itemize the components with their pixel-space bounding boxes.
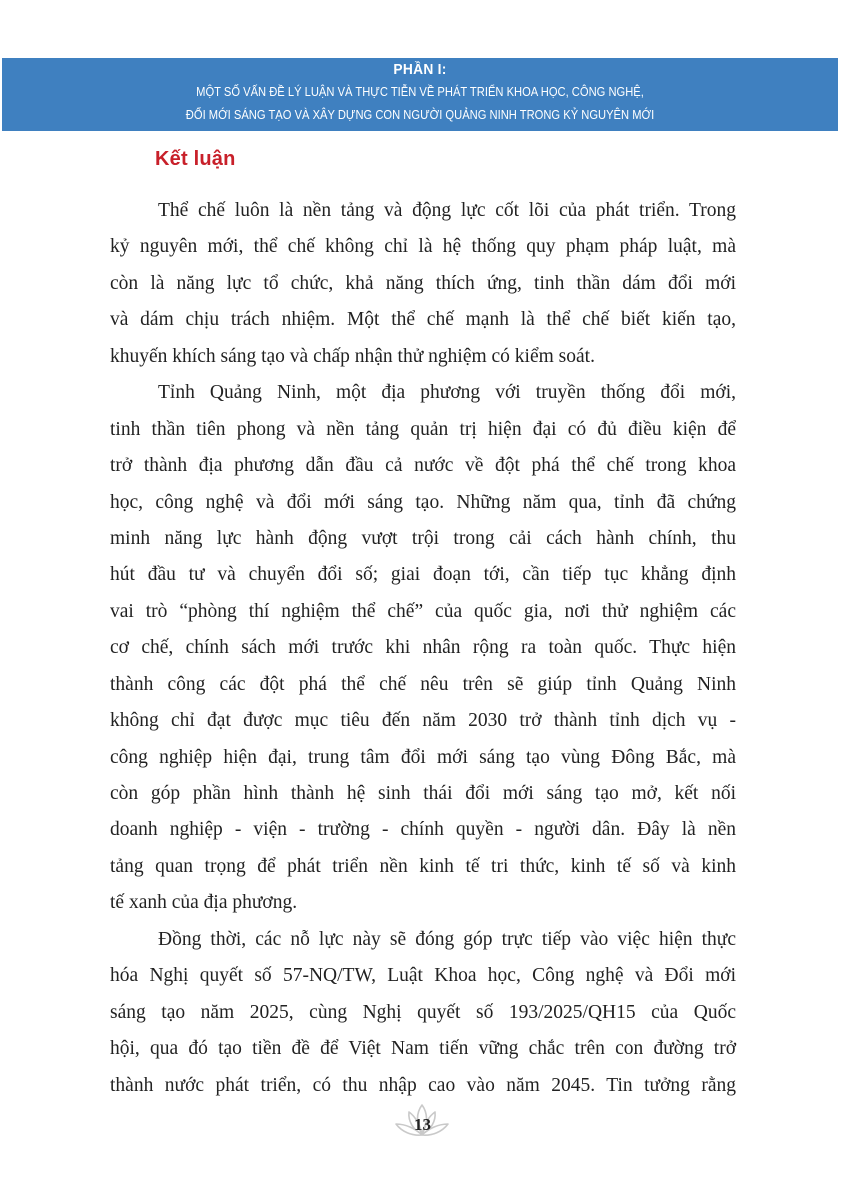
text-line: còn là năng lực tổ chức, khả năng thích ứng, tinh thần dám đổi mới: [110, 272, 736, 294]
section-heading: Kết luận: [155, 148, 236, 170]
text-line: tinh thần tiên phong và nền tảng quản trị hiện đại có đủ điều kiện để: [110, 418, 736, 440]
page-footer: [0, 1102, 845, 1144]
text-line: còn góp phần hình thành hệ sinh thái đổi mới sáng tạo mở, kết nối: [110, 783, 736, 804]
part-header-band: [2, 58, 838, 131]
text-line: hút đầu tư và chuyển đổi số; giai đoạn tới, cần tiếp tục khẳng định: [110, 564, 736, 586]
text-line: kỷ nguyên mới, thể chế không chỉ là hệ thống quy phạm pháp luật, mà: [110, 236, 736, 258]
text-line: khuyến khích sáng tạo và chấp nhận thử nghiệm có kiểm soát.: [110, 345, 595, 367]
text-line: Đồng thời, các nỗ lực này sẽ đóng góp trực tiếp vào việc hiện thực: [158, 928, 736, 950]
text-line: hội, qua đó tạo tiền đề để Việt Nam tiến vững chắc trên con đường trở: [110, 1038, 736, 1060]
text-line: và dám chịu trách nhiệm. Một thể chế mạnh là thể chế biết kiến tạo,: [110, 309, 736, 331]
text-line: vai trò “phòng thí nghiệm thể chế” của quốc gia, nơi thử nghiệm các: [110, 600, 736, 622]
paragraph: [110, 193, 736, 375]
paragraph: [110, 922, 736, 1104]
part-subtitle-line: MỘT SỐ VẤN ĐỀ LÝ LUẬN VÀ THỰC TIỄN VỀ PHÁT TRIỂN KHOA HỌC, CÔNG NGHỆ,: [196, 84, 644, 99]
text-line: Tỉnh Quảng Ninh, một địa phương với truyền thống đổi mới,: [158, 382, 736, 404]
text-line: trở thành địa phương dẫn đầu cả nước về đột phá thể chế trong khoa: [110, 455, 736, 477]
text-line: hóa Nghị quyết số 57-NQ/TW, Luật Khoa học, Công nghệ và Đổi mới: [110, 965, 736, 987]
body-text: [110, 193, 736, 1104]
text-line: không chỉ đạt được mục tiêu đến năm 2030 trở thành tỉnh dịch vụ -: [110, 710, 736, 732]
text-line: công nghiệp hiện đại, trung tâm đổi mới sáng tạo vùng Đông Bắc, mà: [110, 746, 736, 768]
text-line: học, công nghệ và đổi mới sáng tạo. Những năm qua, tỉnh đã chứng: [110, 491, 736, 513]
text-line: thành nước phát triển, có thu nhập cao vào năm 2045. Tin tưởng rằng: [110, 1074, 736, 1096]
text-line: Thể chế luôn là nền tảng và động lực cốt lõi của phát triển. Trong: [158, 200, 736, 221]
text-line: thành công các đột phá thể chế nêu trên sẽ giúp tỉnh Quảng Ninh: [110, 673, 736, 695]
text-line: tảng quan trọng để phát triển nền kinh tế tri thức, kinh tế số và kinh: [110, 855, 736, 877]
text-line: minh năng lực hành động vượt trội trong cải cách hành chính, thu: [110, 527, 736, 549]
text-line: tế xanh của địa phương.: [110, 892, 298, 914]
page-number: 13: [414, 1115, 431, 1134]
text-line: cơ chế, chính sách mới trước khi nhân rộng ra toàn quốc. Thực hiện: [110, 637, 736, 659]
text-line: sáng tạo năm 2025, cùng Nghị quyết số 193/2025/QH15 của Quốc: [110, 1001, 736, 1023]
text-line: doanh nghiệp - viện - trường - chính quyền - người dân. Đây là nền: [110, 819, 736, 841]
part-subtitle-line: ĐỔI MỚI SÁNG TẠO VÀ XÂY DỰNG CON NGƯỜI QUẢNG NINH TRONG KỶ NGUYÊN MỚI: [185, 107, 655, 122]
paragraph: [110, 375, 736, 922]
part-label: PHẦN I:: [393, 61, 447, 78]
